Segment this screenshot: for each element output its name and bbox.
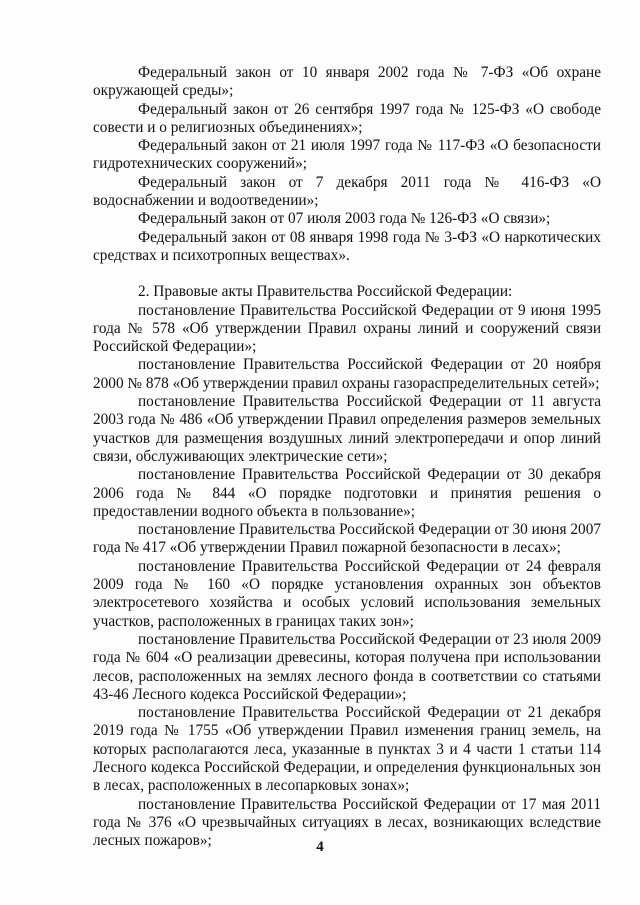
decree-item: постановление Правительства Российской Федерации от 30 декабря 2006 года № 844 «О порядке подготовки и принятия решения о предоставлении водного объекта в пользование»;: [93, 466, 601, 520]
law-item: Федеральный закон от 07 июля 2003 года № 126-ФЗ «О связи»;: [138, 210, 551, 228]
decree-item: постановление Правительства Российской Федерации от 30 июня 2007 года № 417 «Об утверждении Правил пожарной безопасности в лесах»;: [93, 521, 601, 557]
law-item: Федеральный закон от 21 июля 1997 года № 117-ФЗ «О безопасности гидротехнических сооружений»;: [93, 137, 601, 173]
law-item: Федеральный закон от 26 сентября 1997 года № 125-ФЗ «О свободе совести и о религиозных объединениях»;: [93, 100, 601, 136]
page-number: 4: [316, 839, 324, 855]
law-item: Федеральный закон от 10 января 2002 года № 7-ФЗ «Об охране окружающей среды»;: [93, 64, 601, 100]
decree-item: постановление Правительства Российской Федерации от 23 июля 2009 года № 604 «О реализации древесины, которая получена при использовании лесов, расположенных на землях лесного фонда в соответствии со статьями 43-46 Лесного кодекса Российской Федерации»;: [93, 630, 601, 703]
section-heading: 2. Правовые акты Правительства Российской Федерации:: [138, 283, 513, 301]
document-body: [93, 64, 601, 850]
law-item: Федеральный закон от 7 декабря 2011 года № 416-ФЗ «О водоснабжении и водоотведении»;: [93, 173, 601, 210]
decree-item: постановление Правительства Российской Федерации от 11 августа 2003 года № 486 «Об утверждении Правил определения размеров земельных участков для размещения воздушных линий электропередачи и опор линий связи, обслуживающих электрические сети»;: [93, 393, 601, 465]
decree-item: постановление Правительства Российской Федерации от 20 ноября 2000 № 878 «Об утверждении правил охраны газораспределительных сетей»;: [93, 356, 601, 392]
decree-item: постановление Правительства Российской Федерации от 9 июня 1995 года № 578 «Об утверждении Правил охраны линий и сооружений связи Российской Федерации»;: [93, 301, 601, 356]
decree-item: постановление Правительства Российской Федерации от 21 декабря 2019 года № 1755 «Об утверждении Правил изменения границ земель, на которых располагаются леса, указанные в пунктах 3 и 4 части 1 статьи 114 Лесного кодекса Российской Федерации, и определения функциональных зон в лесах, расположенных в лесопарковых зонах»;: [93, 704, 601, 795]
decree-item: постановление Правительства Российской Федерации от 17 мая 2011 года № 376 «О чрезвычайных ситуациях в лесах, возникающих вследствие лесных пожаров»;: [93, 795, 601, 850]
law-item: Федеральный закон от 08 января 1998 года № 3-ФЗ «О наркотических средствах и психотропных веществах».: [93, 228, 601, 264]
decree-item: постановление Правительства Российской Федерации от 24 февраля 2009 года № 160 «О порядке установления охранных зон объектов электросетевого хозяйства и особых условий использования земельных участков, расположенных в границах таких зон»;: [93, 557, 601, 630]
